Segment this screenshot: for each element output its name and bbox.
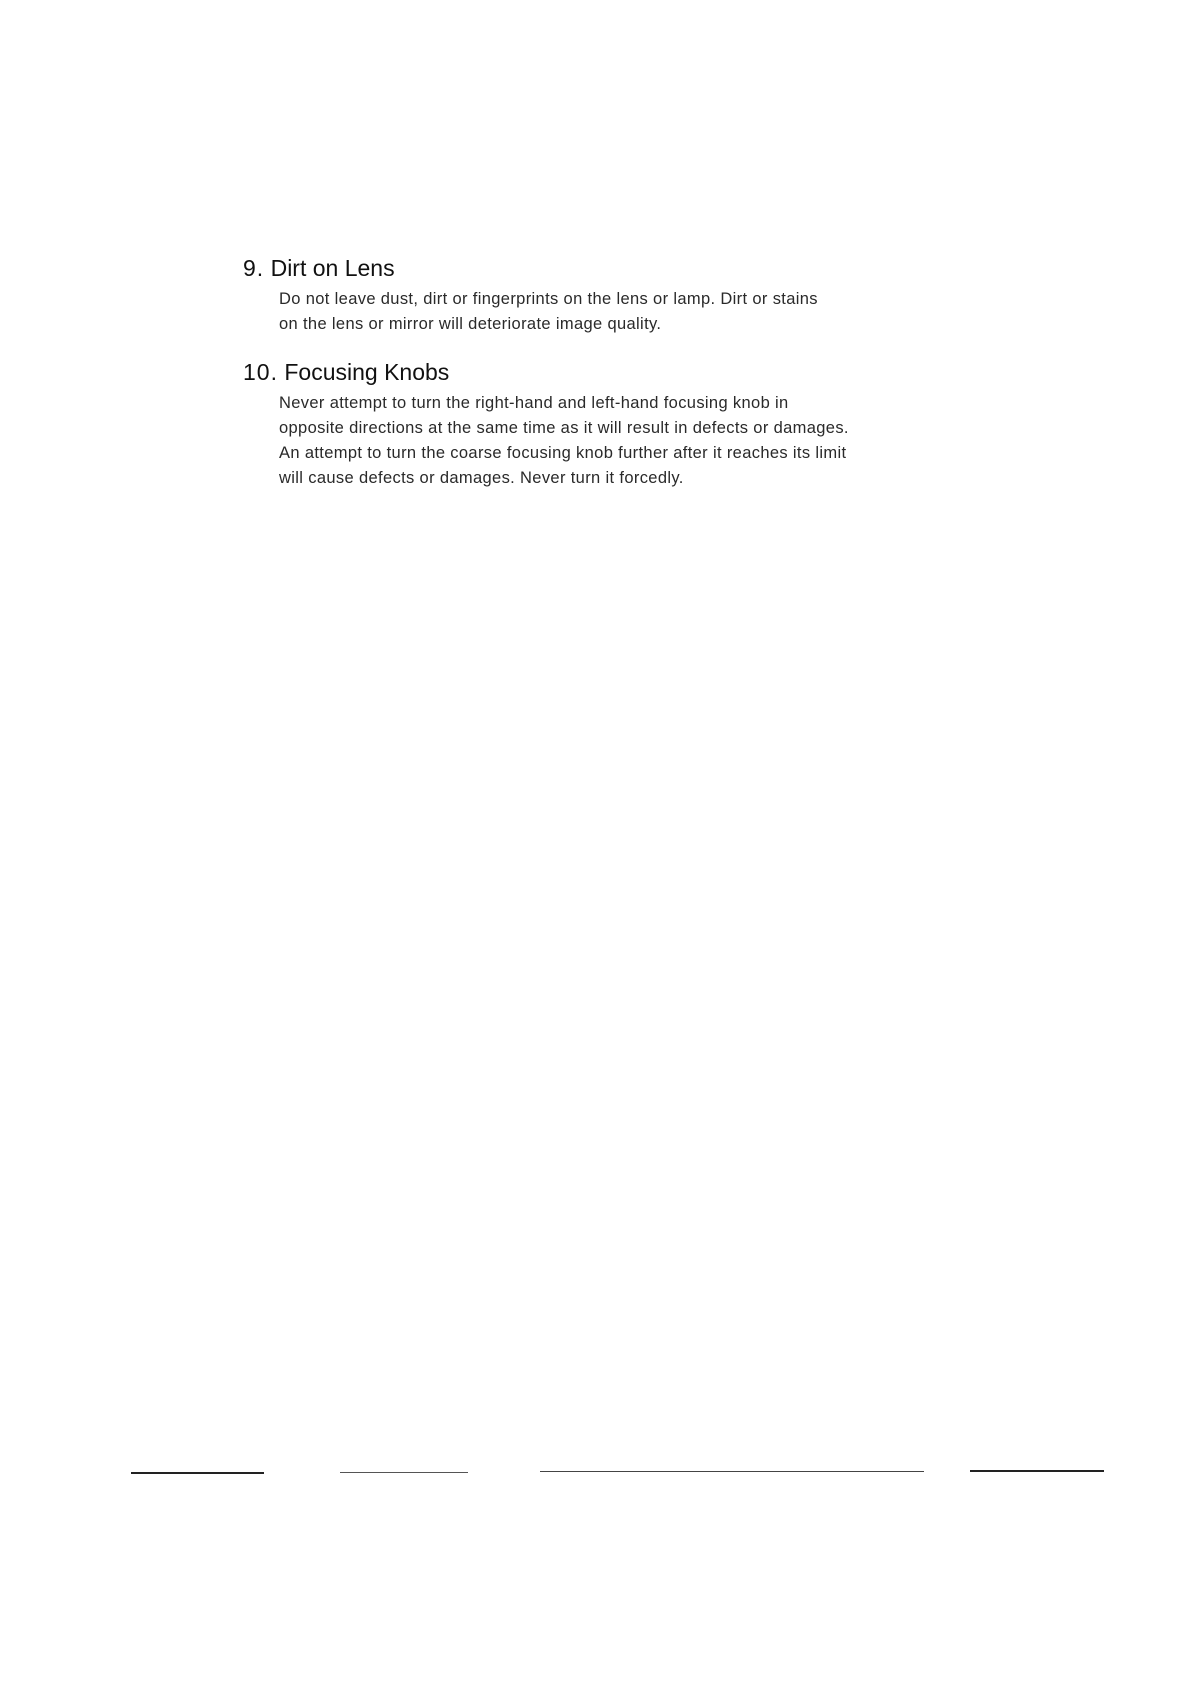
footer-rule-center <box>540 1471 924 1472</box>
body-line: Do not leave dust, dirt or fingerprints on the lens or lamp. Dirt or stains <box>279 290 818 308</box>
footer-rule-center-left <box>340 1472 468 1473</box>
footer-rule-right <box>970 1470 1104 1472</box>
section-number: 9. <box>243 255 265 281</box>
body-line: on the lens or mirror will deteriorate image quality. <box>279 315 662 333</box>
section-heading <box>243 358 449 386</box>
body-line: Never attempt to turn the right-hand and left-hand focusing knob in <box>279 394 789 412</box>
section-title: Focusing Knobs <box>284 359 450 385</box>
section-heading <box>243 254 395 282</box>
section-body <box>279 287 818 337</box>
body-line: opposite directions at the same time as it will result in defects or damages. <box>279 419 849 437</box>
footer-rule-left <box>131 1472 264 1474</box>
body-line: will cause defects or damages. Never turn it forcedly. <box>279 469 684 487</box>
section-body <box>279 391 849 491</box>
body-line: An attempt to turn the coarse focusing knob further after it reaches its limit <box>279 444 847 462</box>
section-number: 10. <box>243 359 278 385</box>
section-title: Dirt on Lens <box>270 255 395 281</box>
